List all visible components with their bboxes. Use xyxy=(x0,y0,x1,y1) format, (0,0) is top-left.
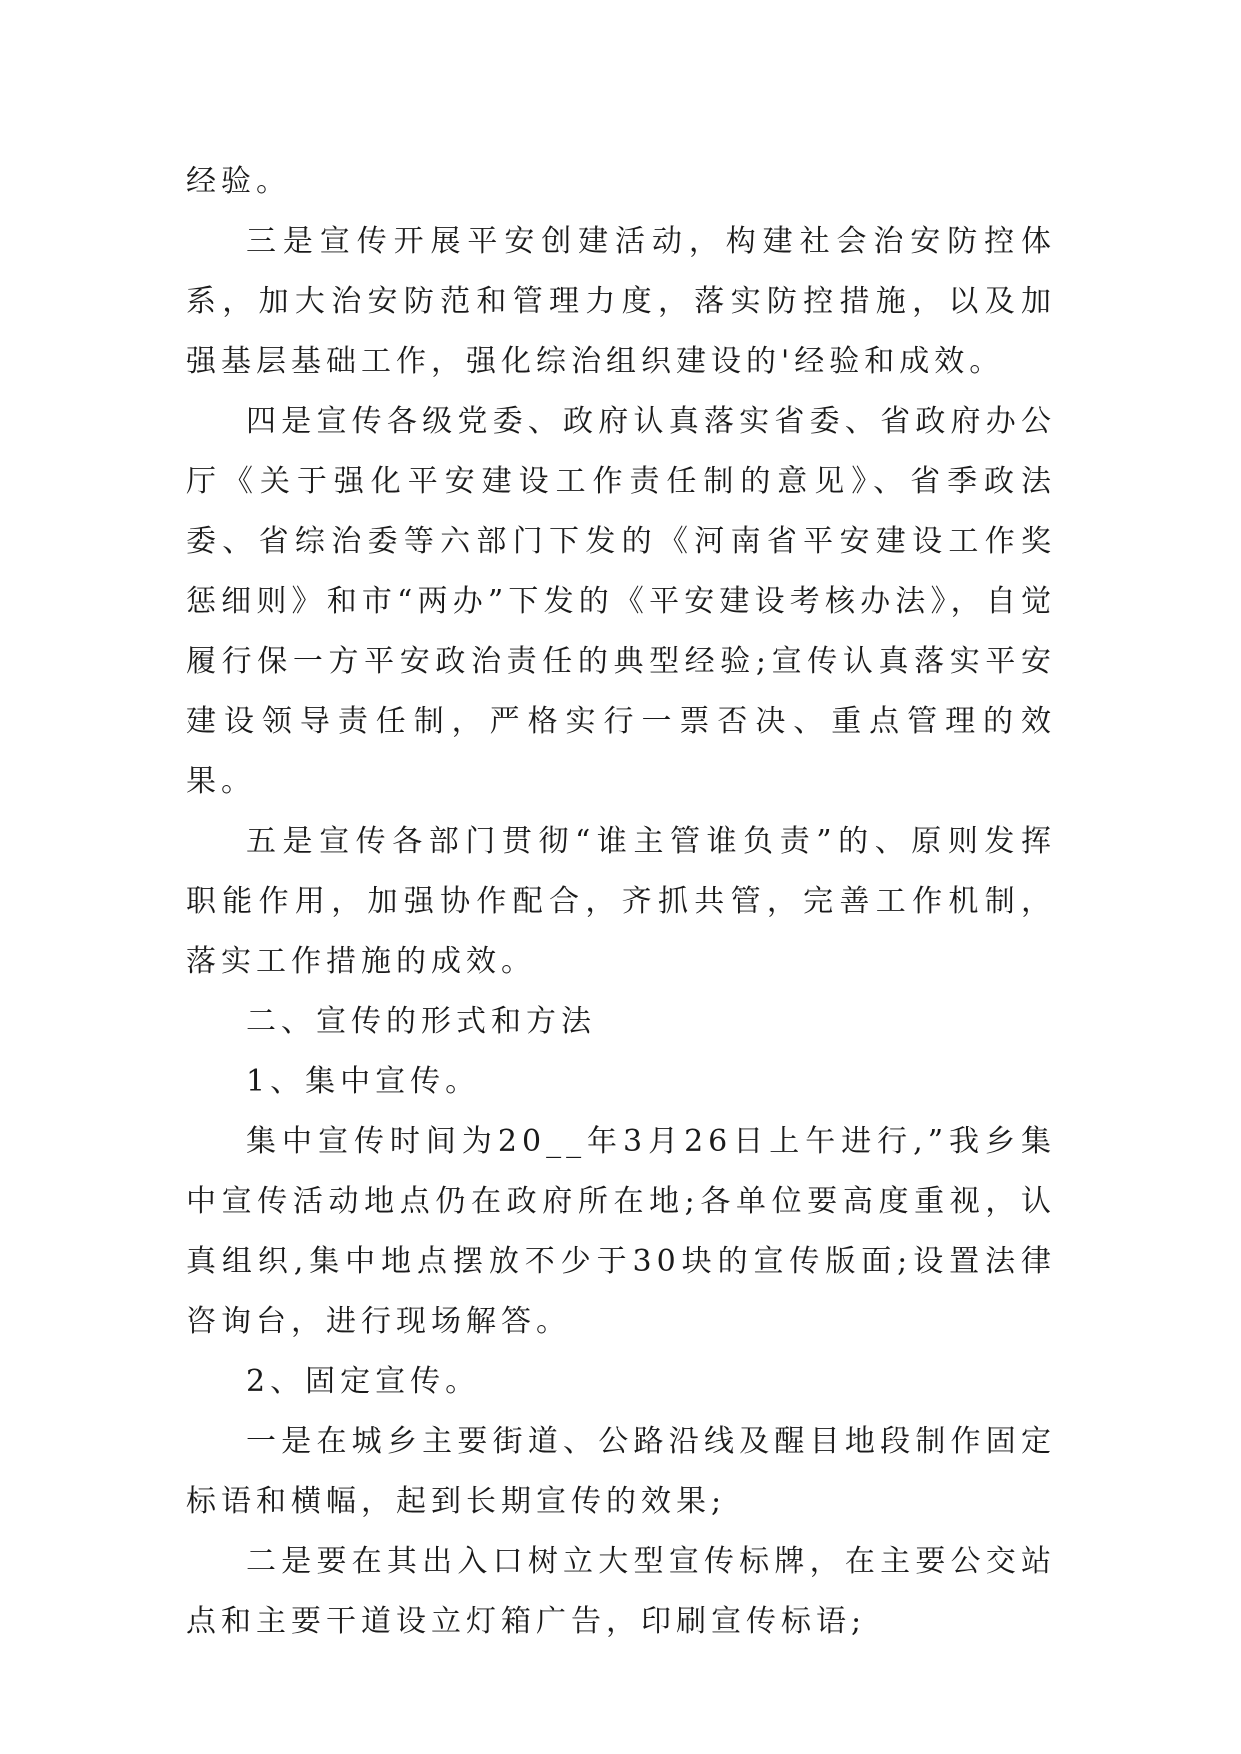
section-heading-forms-methods: 二、宣传的形式和方法 xyxy=(246,1004,596,1039)
subheading-fixed-publicity: 2、固定宣传。 xyxy=(246,1364,481,1399)
paragraph-item-five: 五是宣传各部门贯彻“谁主管谁负责”的、原则发挥职能作用，加强协作配合，齐抓共管，完善工作机制，落实工作措施的成效。 xyxy=(186,824,1056,979)
paragraph-centralized-publicity: 集中宣传时间为20__年3月26日上午进行,”我乡集中宣传活动地点仍在政府所在地;各单位要高度重视，认真组织,集中地点摆放不少于30块的宣传版面;设置法律咨询台，进行现场解答。 xyxy=(186,1124,1056,1339)
paragraph-fixed-item-two: 二是要在其出入口树立大型宣传标牌，在主要公交站点和主要干道设立灯箱广告，印刷宣传标语; xyxy=(186,1544,1056,1639)
subheading-centralized-publicity: 1、集中宣传。 xyxy=(246,1064,481,1099)
paragraph-item-three: 三是宣传开展平安创建活动，构建社会治安防控体系，加大治安防范和管理力度，落实防控措施，以及加强基层基础工作，强化综治组织建设的'经验和成效。 xyxy=(186,224,1056,379)
paragraph-fixed-item-one: 一是在城乡主要街道、公路沿线及醒目地段制作固定标语和横幅，起到长期宣传的效果; xyxy=(186,1424,1056,1519)
paragraph-item-four: 四是宣传各级党委、政府认真落实省委、省政府办公厅《关于强化平安建设工作责任制的意见》、省季政法委、省综治委等六部门下发的《河南省平安建设工作奖惩细则》和市“两办”下发的《平安建设考核办法》，自觉履行保一方平安政治责任的典型经验;宣传认真落实平安建设领导责任制，严格实行一票否决、重点管理的效果。 xyxy=(186,404,1056,799)
paragraph-continuation: 经验。 xyxy=(186,164,291,199)
document-body xyxy=(186,152,1056,1652)
